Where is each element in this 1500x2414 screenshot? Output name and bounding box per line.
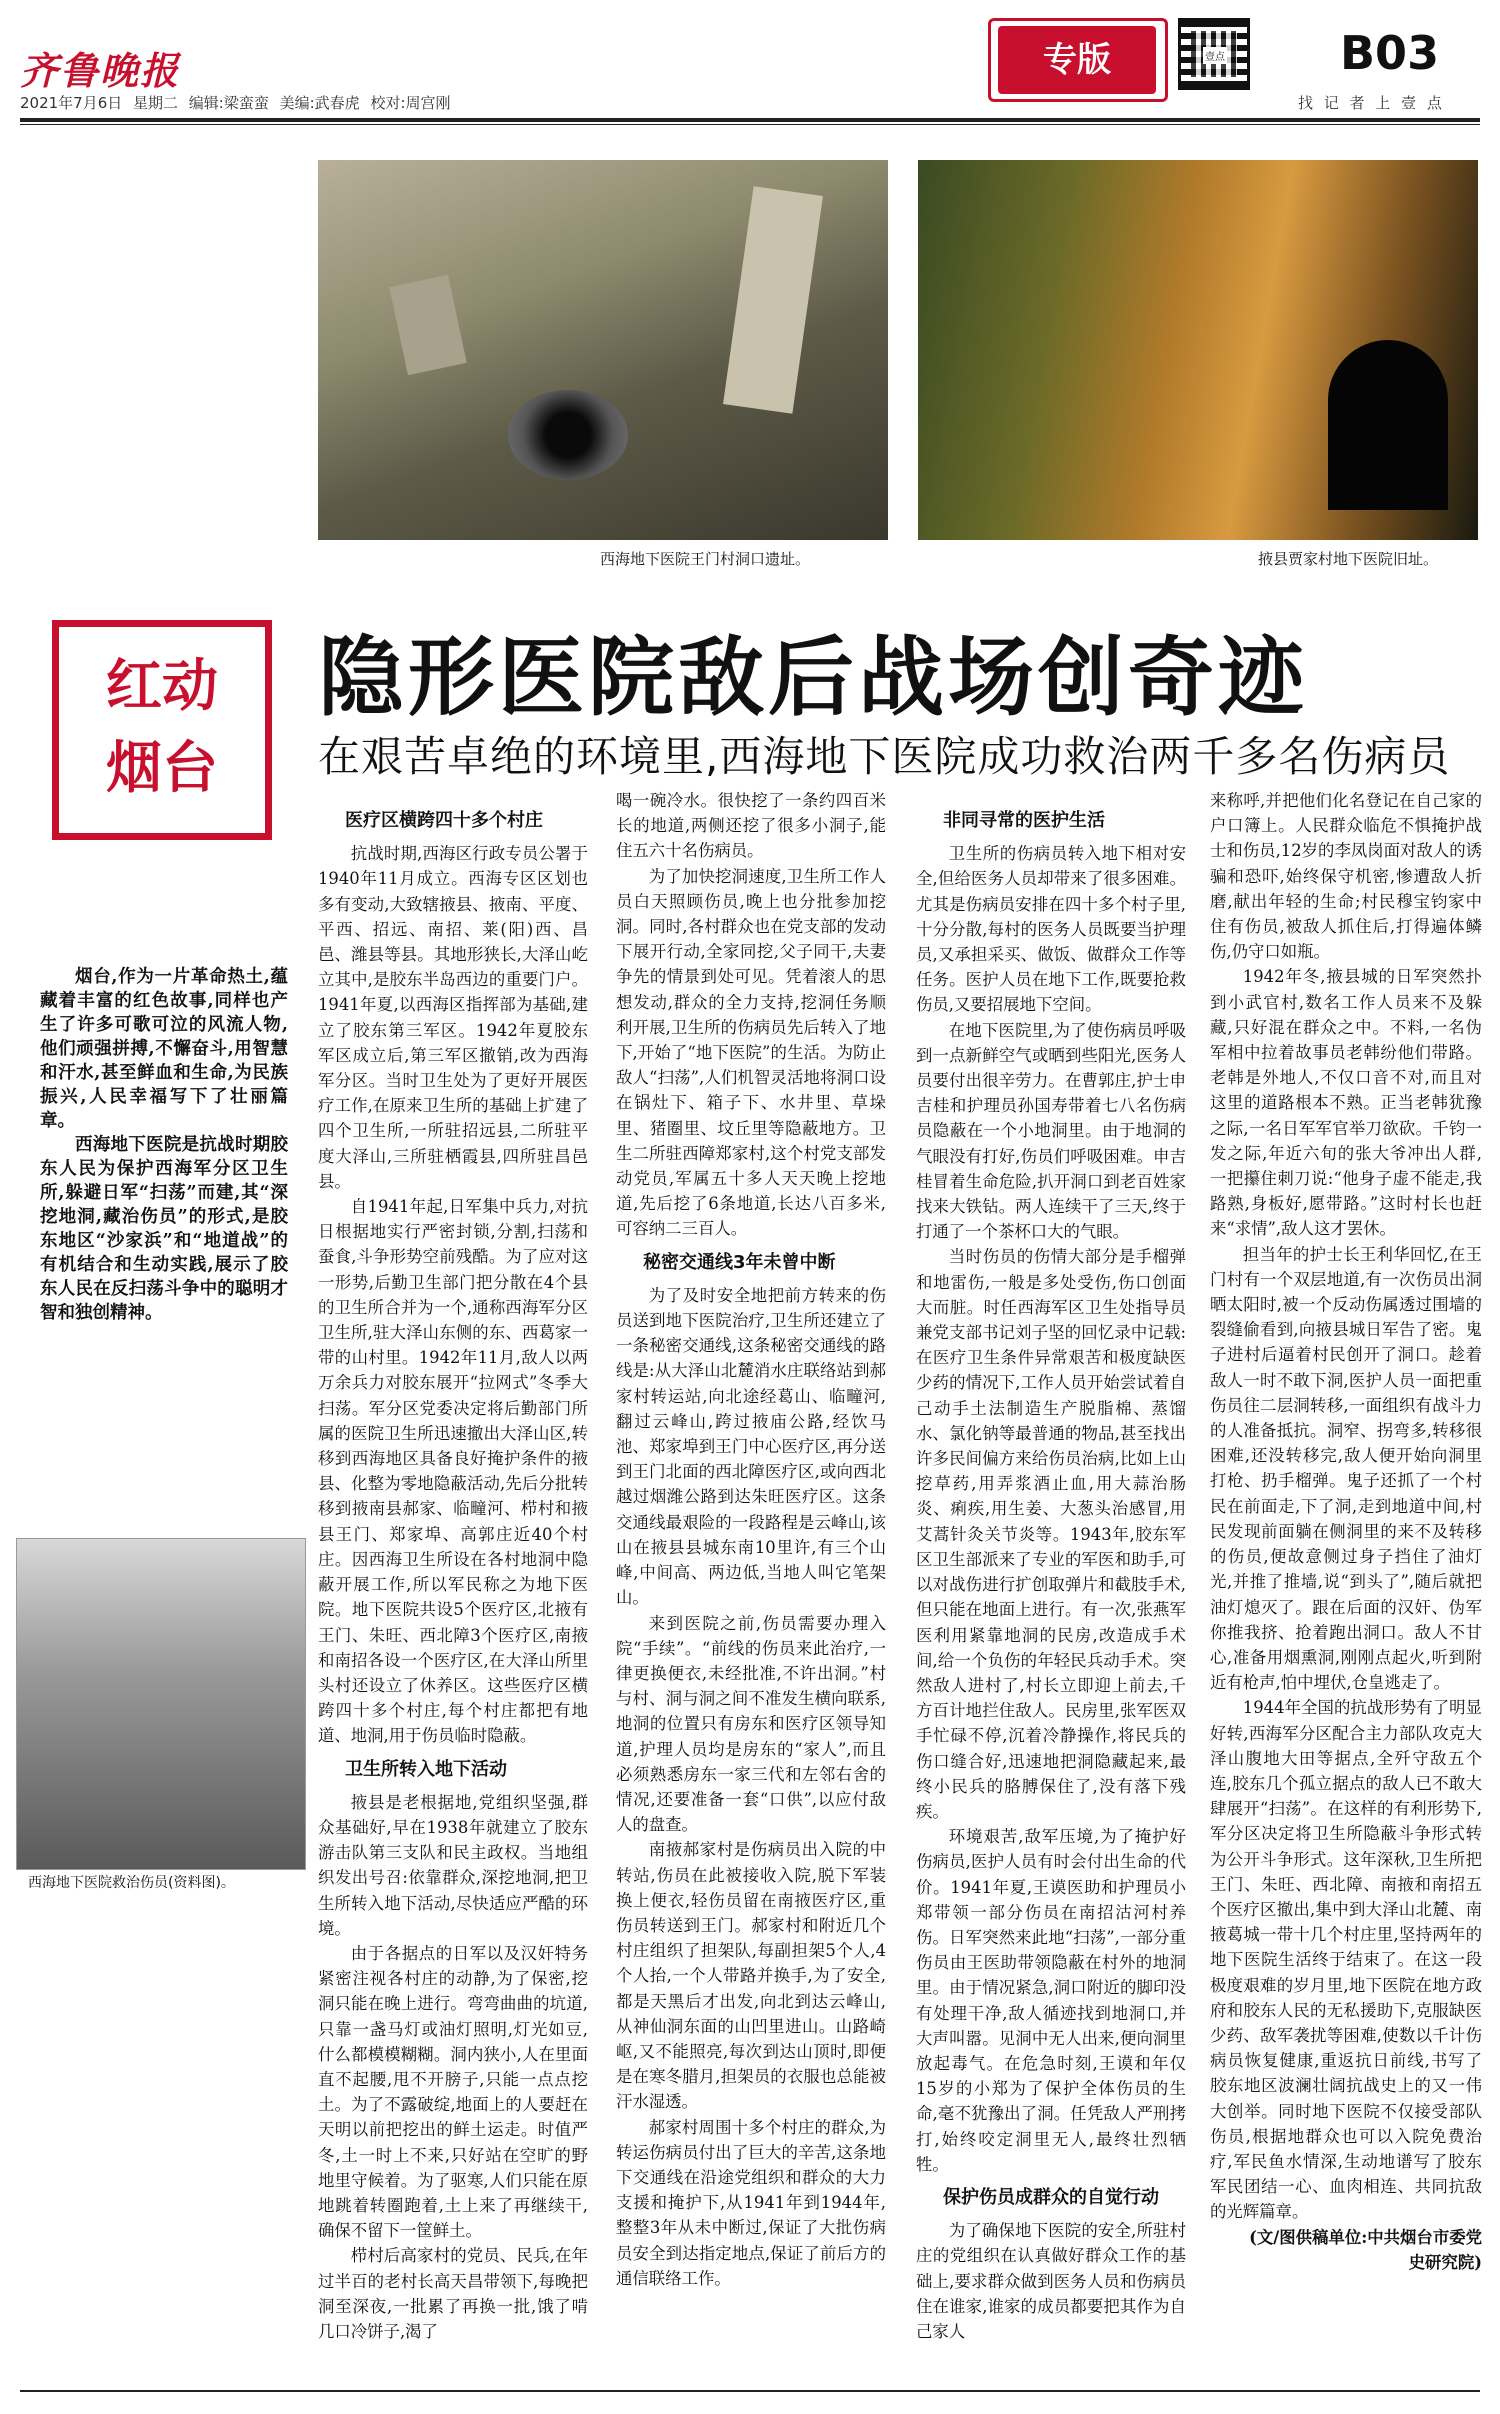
date-line: 2021年7月6日 星期二 编辑:梁蛮蛮 美编:武春虎 校对:周宫刚 (20, 94, 451, 112)
paragraph: 自1941年起,日军集中兵力,对抗日根据地实行严密封锁,分割,扫荡和蚕食,斗争形势空前残酷。为了应对这一形势,后勤卫生部门把分散在4个县的卫生所合并为一个,通称西海军分区卫生所,驻大泽山东侧的东、西葛家一带的山村里。1942年11月,敌人以两万余兵力对胶东展开“拉网式”冬季大扫荡。军分区党委决定将后勤部门所属的医院卫生所迅速撤出大泽山区,转移到西海地区具备良好掩护条件的掖县、化整为零地隐蔽活动,先后分批转移到掖南县郝家、临疃河、栉村和掖县王门、郑家埠、高郭庄近40个村庄。因西海卫生所设在各村地洞中隐蔽开展工作,所以军民称之为地下医院。地下医院共设5个医疗区,北掖有王门、朱旺、西北障3个医疗区,南掖和南招各设一个医疗区,在大泽山所里头村还设立了休养区。这些医疗区横跨四十多个村庄,每个村庄都把有地道、地洞,用于伤员临时隐蔽。 (318, 1197, 588, 1746)
section-label: 专版 (998, 26, 1156, 94)
photo-jiajia-village-hospital (918, 160, 1478, 540)
paragraph: 掖县是老根据地,党组织坚强,群众基础好,早在1938年就建立了胶东游击队第三支队和民主政权。当地组织发出号召:依靠群众,深挖地洞,把卫生所转入地下活动,尽快适应严酷的环境。 (318, 1792, 588, 1938)
intro-paragraph: 烟台,作为一片革命热土,蕴藏着丰富的红色故事,同样也产生了许多可歌可泣的风流人物,他们顽强拼搏,不懈奋斗,用智慧和汗水,甚至鲜血和生命,为民族振兴,人民幸福写下了壮丽篇章。 (40, 967, 288, 1131)
paragraph: 栉村后高家村的党员、民兵,在年过半百的老村长高天昌带领下,每晚把洞至深夜,一批累了再换一批,饿了啃几口冷饼子,渴了 (318, 2246, 588, 2341)
article-column-4 (1210, 788, 1482, 2275)
article-column-3 (916, 800, 1186, 2344)
column-stamp (52, 620, 272, 840)
stamp-line2: 烟台 (106, 736, 218, 801)
paragraph: 来称呼,并把他们化名登记在自己家的户口簿上。人民群众临危不惧掩护战士和伤员,12岁的李凤岗面对敌人的诱骗和恐吓,始终保守机密,惨遭敌人折磨,献出年轻的生命;村民穆宝钧家中住有伤员,被敌人抓住后,打得遍体鳞伤,仍守口如瓶。 (1210, 791, 1482, 962)
stamp-line1: 红动 (106, 654, 218, 719)
article-column-2 (616, 788, 886, 2291)
paragraph: 1944年全国的抗战形势有了明显好转,西海军分区配合主力部队攻克大泽山腹地大田等据点,全歼守敌五个连,胶东几个孤立据点的敌人已不敢大肆展开“扫荡”。在这样的有利形势下,军分区决定将卫生所隐蔽斗争形式转为公开斗争形式。这年深秋,卫生所把王门、朱旺、西北障、南掖和南招五个医疗区撤出,集中到大泽山北麓、南掖葛城一带十几个村庄里,坚持两年的地下医院生活终于结束了。在这一段极度艰难的岁月里,地下医院在地方政府和胶东人民的无私援助下,克服缺医少药、敌军袭扰等困难,使数以千计伤病员恢复健康,重返抗日前线,书写了胶东地区波澜壮阔抗战史上的又一伟大创举。同时地下医院不仅接受部队伤员,根据地群众也可以入院免费治疗,军民鱼水情深,生动地谱写了胶东军民团结一心、血肉相连、共同抗敌的光辉篇章。 (1210, 1698, 1482, 2222)
paragraph: 在地下医院里,为了使伤病员呼吸到一点新鲜空气或晒到些阳光,医务人员要付出很辛劳力。在曹郭庄,护士申吉桂和护理员孙国寿带着七八名伤病员隐蔽在一个小地洞里。由于地洞的气眼没有打好,伤员们呼吸困难。申吉桂冒着生命危险,扒开洞口到老百姓家找来大铁钻。两人连续干了三天,终于打通了一个茶杯口大的气眼。 (916, 1020, 1186, 1242)
section-heading: 秘密交通线3年未曾中断 (643, 1251, 836, 1273)
newspaper-logo: 齐鲁晚报 (20, 48, 181, 93)
paragraph: 卫生所的伤病员转入地下相对安全,但给医务人员却带来了很多困难。尤其是伤病员安排在四十多个村子里,十分分散,每村的医务人员既要当护理员,又承担采买、做饭、做群众工作等任务。医护人员在地下工作,既要抢救伤员,又要招展地下空间。 (916, 844, 1186, 1015)
section-heading: 保护伤员成群众的自觉行动 (943, 2186, 1159, 2208)
article-credit: (文/图供稿单位:中共烟台市委党史研究院) (1249, 2227, 1482, 2272)
paragraph: 当时伤员的伤情大部分是手榴弹和地雷伤,一般是多处受伤,伤口创面大而脏。时任西海军区卫生处指导员兼党支部书记刘子坚的回忆录中记载:在医疗卫生条件异常艰苦和极度缺医少药的情况下,工作人员开始尝试着自己动手土法制造生产脱脂棉、蒸馏水、氯化钠等最普通的物品,甚至找出许多民间偏方来给伤员治病,比如上山挖草药,用弄浆酒止血,用大蒜治肠炎、痢疾,用生姜、大葱头治感冒,用艾蒿针灸关节炎等。1943年,胶东军区卫生部派来了专业的军医和助手,可以对战伤进行扩创取弹片和截肢手术,但只能在地面上进行。有一次,张燕军医利用紧靠地洞的民房,改造成手术间,给一个负伤的年轻民兵动手术。突然敌人进村了,村长立即迎上前去,千方百计地拦住敌人。民房里,张军医双手忙碌不停,沉着冷静操作,将民兵的伤口缝合好,迅速地把洞隐藏起来,最终小民兵的胳膊保住了,没有落下残疾。 (916, 1247, 1186, 1821)
paragraph: 担当年的护士长王利华回忆,在王门村有一个双层地道,有一次伤员出洞晒太阳时,被一个反动伤属透过围墙的裂缝偷看到,向掖县城日军告了密。鬼子进村后逼着村民创开了洞口。趁着敌人一时不敢下洞,医护人员一面把重伤员往二层洞转移,一面组织有战斗力的人准备抵抗。洞窄、拐弯多,转移很困难,还没转移完,敌人便开始向洞里打枪、扔手榴弹。鬼子还抓了一个村民在前面走,下了洞,走到地道中间,村民发现前面躺在侧洞里的来不及转移的伤员,便故意侧过身子挡住了油灯光,并推了推墙,说“到头了”,随后就把油灯熄灭了。跟在后面的汉奸、伪军你推我挤、抢着跑出洞口。敌人不甘心,准备用烟熏洞,刚刚点起火,听到附近有枪声,怕中埋伏,仓皇逃走了。 (1210, 1244, 1482, 1693)
qr-code-icon[interactable] (1178, 18, 1250, 90)
intro-text (40, 965, 288, 1325)
paragraph: 为了及时安全地把前方转来的伤员送到地下医院治疗,卫生所还建立了一条秘密交通线,这条秘密交通线的路线是:从大泽山北麓消水庄联络站到郝家村转运站,向北途经葛山、临疃河,翻过云峰山,跨过掖庙公路,经饮马池、郑家埠到王门中心医疗区,再分送到王门北面的西北障医疗区,或向西北越过烟潍公路到达朱旺医疗区。这条交通线最艰险的一段路程是云峰山,该山在掖县县城东南10里许,有三个山峰,中间高、两边低,当地人叫它笔架山。 (616, 1285, 886, 1608)
paragraph: 为了加快挖洞速度,卫生所工作人员白天照顾伤员,晚上也分批参加挖洞。同时,各村群众也在党支部的发动下展开行动,全家同挖,父子同干,夫妻争先的情景到处可见。凭着滚人的思想发动,群众的全力支持,挖洞任务顺利开展,卫生所的伤病员先后转入了地下,开始了“地下医院”的生活。为防止敌人“扫荡”,人们机智灵活地将洞口设在锅灶下、箱子下、水井里、草垛里、猪圈里、坟丘里等隐蔽地方。卫生二所驻西障郑家村,这个村党支部发动党员,军属五十多人天天晚上挖地道,先后挖了6条地道,长达八百多米,可容纳二三百人。 (616, 866, 886, 1239)
paragraph: 环境艰苦,敌军压境,为了掩护好伤病员,医护人员有时会付出生命的代价。1941年夏,王谟医助和护理员小郑带领一部分伤员在南招沽河村养伤。日军突然来此地“扫荡”,一部分重伤员由王医助带领隐蔽在村外的地洞里。由于情况紧急,洞口附近的脚印没有处理干净,敌人循迹找到地洞口,并大声叫嚣。见洞中无人出来,便向洞里放起毒气。在危急时刻,王谟和年仅15岁的小郑为了保护全体伤员的生命,毫不犹豫出了洞。任凭敌人严刑拷打,始终咬定洞里无人,最终壮烈牺牲。 (916, 1827, 1186, 2174)
left-photo-caption: 西海地下医院救治伤员(资料图)。 (28, 1875, 235, 1891)
article-column-1 (318, 800, 588, 2344)
paragraph: 1942年冬,掖县城的日军突然扑到小武官村,数名工作人员来不及躲藏,只好混在群众之中。不料,一名伪军相中拉着故事员老韩纷他们带路。老韩是外地人,不仅口音不对,而且对这里的道路根本不熟。正当老韩犹豫之际,一名日军军官举刀欲砍。千钧一发之际,年近六旬的张大爷冲出人群,一把攥住刺刀说:“他身子虚不能走,我路熟,身板好,愿带路。”这时村长也赶来“求情”,敌人这才罢休。 (1210, 967, 1482, 1239)
paragraph: 南掖郝家村是伤病员出入院的中转站,伤员在此被接收入院,脱下军装换上便衣,轻伤员留在南掖医疗区,重伤员转送到王门。郝家村和附近几个村庄组织了担架队,每副担架5个人,4个人抬,一个人带路并换手,为了安全,都是天黑后才出发,向北到达云峰山,从神仙洞东面的山凹里进山。山路崎岖,又不能照亮,每次到达山顶时,即便是在寒冬腊月,担架员的衣服也总能被汗水湿透。 (616, 1840, 886, 2112)
header-rule (20, 118, 1480, 122)
paragraph: 郝家村周围十多个村庄的群众,为转运伤病员付出了巨大的辛苦,这条地下交通线在沿途党组织和群众的大力支援和掩护下,从1941年到1944年,整整3年从未中断过,保证了大批伤病员安全到达指定地点,保证了前后方的通信联络工作。 (616, 2117, 886, 2288)
footer-rule (20, 2390, 1480, 2392)
section-heading: 卫生所转入地下活动 (345, 1758, 507, 1780)
paragraph: 喝一碗冷水。很快挖了一条约四百米长的地道,两侧还挖了很多小洞子,能住五六十名伤病员。 (616, 791, 886, 861)
photo1-caption: 西海地下医院王门村洞口遗址。 (600, 550, 811, 568)
editor-contact-line: 找 记 者 上 壹 点 (1298, 94, 1445, 112)
subheadline: 在艰苦卓绝的环境里,西海地下医院成功救治两千多名伤病员 (318, 732, 1451, 781)
headline: 隐形医院敌后战场创奇迹 (318, 628, 1308, 728)
intro-paragraph: 西海地下医院是抗战时期胶东人民为保护西海军分区卫生所,躲避日军“扫荡”而建,其“深挖地洞,藏治伤员”的形式,是胶东地区“沙家浜”和“地道战”的有机结合和生动实践,展示了胶东人民在反扫荡斗争中的聪明才智和独创精神。 (40, 1135, 288, 1323)
photo2-caption: 掖县贾家村地下医院旧址。 (1258, 550, 1439, 568)
paragraph: 抗战时期,西海区行政专员公署于1940年11月成立。西海专区区划也多有变动,大致辖掖县、掖南、平度、平西、招远、南招、莱(阳)西、昌邑、潍县等县。其地形狭长,大泽山屹立其中,是胶东半岛西边的重要门户。1941年夏,以西海区指挥部为基础,建立了胶东第三军区。1942年夏胶东军区成立后,第三军区撤销,改为西海军分区。当时卫生处为了更好开展医疗工作,在原来卫生所的基础上扩建了四个卫生所,一所驻招远县,二所驻平度大泽山,三所驻栖霞县,四所驻昌邑县。 (318, 844, 588, 1191)
paragraph: 为了确保地下医院的安全,所驻村庄的党组织在认真做好群众工作的基础上,要求群众做到医务人员和伤病员住在谁家,谁家的成员都要把其作为自己家人 (916, 2221, 1186, 2341)
section-heading: 医疗区横跨四十多个村庄 (345, 810, 543, 831)
photo-treating-wounded (16, 1538, 306, 1870)
photo-wangmen-cave-ruins (318, 160, 888, 540)
qr-label: 壹点 (1203, 47, 1227, 64)
paragraph: 来到医院之前,伤员需要办理入院“手续”。“前线的伤员来此治疗,一律更换便衣,未经批准,不许出洞。”村与村、洞与洞之间不准发生横向联系,地洞的位置只有房东和医疗区领导知道,护理人员均是房东的“家人”,而且必须熟悉房东一家三代和左邻右舍的情况,还要准备一套“口供”,以应付敌人的盘查。 (616, 1613, 886, 1835)
section-heading: 非同寻常的医护生活 (943, 810, 1105, 831)
header-rule-thin (20, 124, 1480, 125)
page-number: B03 (1340, 26, 1440, 80)
paragraph: 由于各据点的日军以及汉奸特务紧密注视各村庄的动静,为了保密,挖洞只能在晚上进行。弯弯曲曲的坑道,只靠一盏马灯或油灯照明,灯光如豆,什么都模模糊糊。洞内狭小,人在里面直不起腰,甩不开膀子,只能一点点挖土。为了不露破绽,地面上的人要赶在天明以前把挖出的鲜土运走。时值严冬,土一时上不来,只好站在空旷的野地里守候着。为了驱寒,人们只能在原地跳着转圈跑着,土上来了再继续干,确保不留下一筐鲜土。 (318, 1943, 588, 2241)
